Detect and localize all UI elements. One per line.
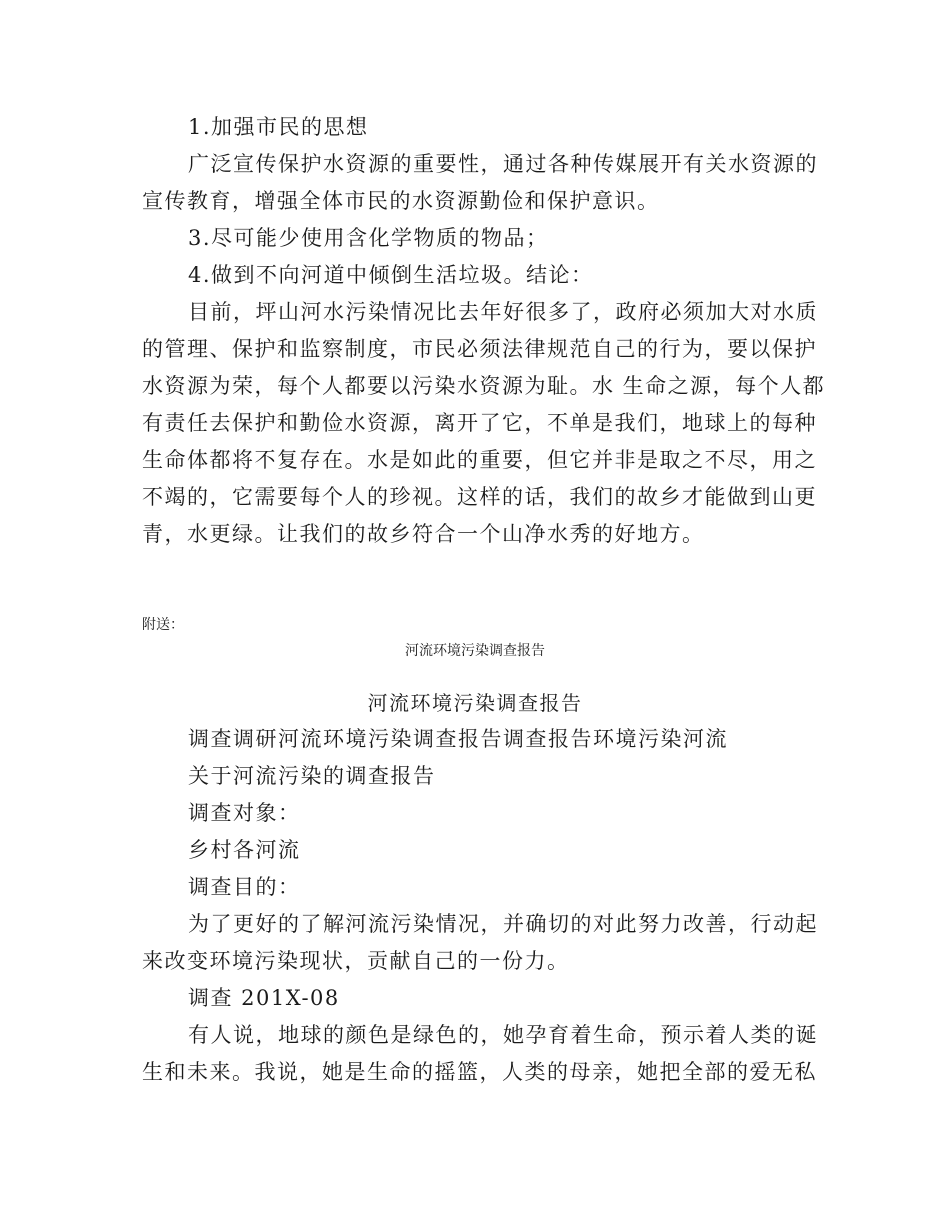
- paragraph-line: 来改变环境污染现状，贡献自己的一份力。: [142, 949, 570, 973]
- paragraph-line: 目前，坪山河水污染情况比去年好很多了，政府必须加大对水质: [188, 300, 818, 324]
- paragraph-line: 青，水更绿。让我们的故乡符合一个山净水秀的好地方。: [142, 522, 705, 546]
- paragraph-line: 关于河流污染的调查报告: [188, 764, 436, 788]
- paragraph-line: 调查对象：: [188, 801, 301, 825]
- paragraph-line: 有责任去保护和勤俭水资源，离开了它，不单是我们，地球上的每种: [142, 411, 817, 435]
- paragraph-line: 调查 201X-08: [188, 986, 340, 1010]
- paragraph-line: 生和未来。我说，她是生命的摇篮，人类的母亲，她把全部的爱无私: [142, 1060, 817, 1084]
- paragraph-line: 有人说，地球的颜色是绿色的，她孕育着生命，预示着人类的诞: [188, 1023, 818, 1047]
- paragraph-line: 调查目的：: [188, 875, 301, 899]
- paragraph-line: 调查调研河流环境污染调查报告调查报告环境污染河流: [188, 727, 728, 751]
- paragraph-line: 广泛宣传保护水资源的重要性，通过各种传媒展开有关水资源的: [188, 152, 818, 176]
- paragraph-line: 的管理、保护和监察制度，市民必须法律规范自己的行为，要以保护: [142, 337, 817, 361]
- paragraph-line: 生命体都将不复存在。水是如此的重要，但它并非是取之不尽，用之: [142, 448, 817, 472]
- paragraph-line: 为了更好的了解河流污染情况，并确切的对此努力改善，行动起: [188, 912, 818, 936]
- paragraph-line: 乡村各河流: [188, 838, 301, 862]
- paragraph-line: 3.尽可能少使用含化学物质的物品；: [188, 226, 549, 250]
- paragraph-line: 1.加强市民的思想: [188, 115, 369, 139]
- paragraph-line: 不竭的，它需要每个人的珍视。这样的话，我们的故乡才能做到山更: [142, 485, 817, 509]
- appendix-label: 附送：: [142, 617, 184, 633]
- paragraph-line: 宣传教育，增强全体市民的水资源勤俭和保护意识。: [142, 189, 660, 213]
- report-title: 河流环境污染调查报告: [367, 691, 583, 715]
- paragraph-line: 4.做到不向河道中倾倒生活垃圾。结论：: [188, 263, 594, 287]
- appendix-header: 河流环境污染调查报告: [405, 643, 545, 659]
- paragraph-line: 水资源为荣，每个人都要以污染水资源为耻。水 生命之源，每个人都: [142, 374, 826, 398]
